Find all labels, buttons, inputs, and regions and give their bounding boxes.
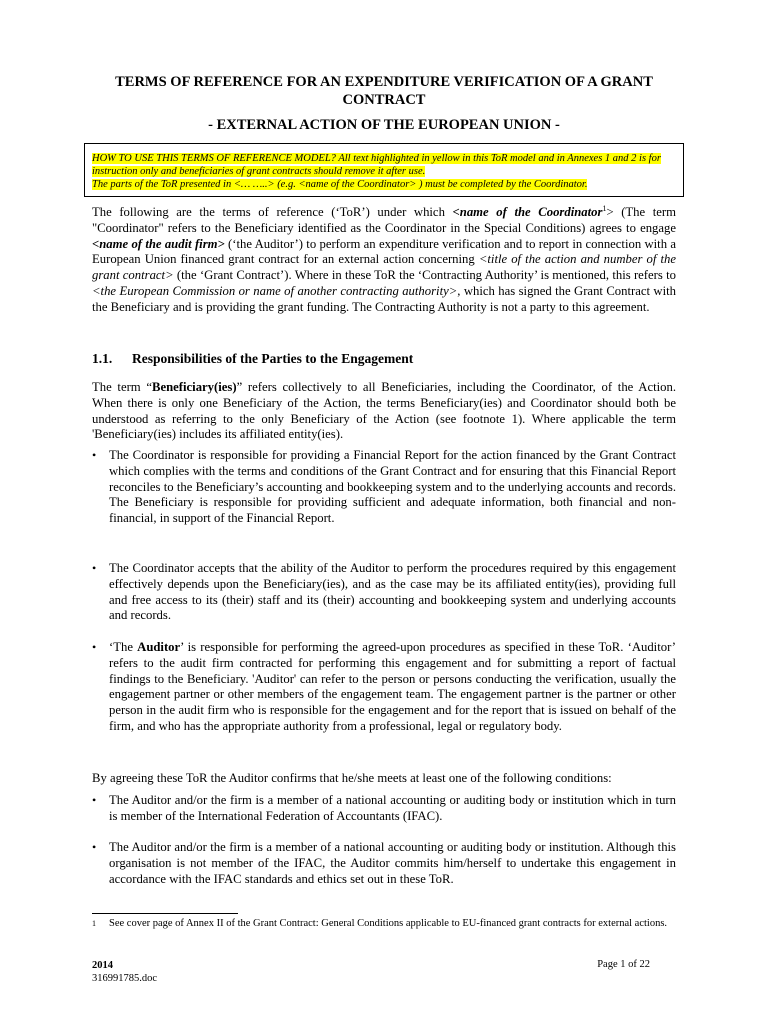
footer-filename: 316991785.doc [92,973,158,984]
conditions-intro: By agreeing these ToR the Auditor confirms that he/she meets at least one of the following conditions: [92,771,612,785]
intro-text: (‘the Auditor’) to perform an expenditure verification and to report in connection with a European Union financed grant contract for an external action concerning [92,236,676,267]
bullet-text: The Coordinator accepts that the ability of the Auditor to perform the procedures required by this engagement effectively depends upon the Beneficiary(ies), and as the case may be its affiliated entity(ies), providing full and free access to its (their) staff and its (their) accounting and bookkeeping system and underlying accounts and records. [109,561,676,623]
placeholder-audit-firm: <name of the audit firm> [92,236,225,251]
intro-text: , which has signed the Grant Contract with the Beneficiary and is providing the grant funding. The Contracting Authority is not a party to this agreement. [92,283,676,314]
document-subtitle: - EXTERNAL ACTION OF THE EUROPEAN UNION - [208,117,560,133]
intro-paragraph [92,205,676,316]
bullet-icon: • [92,561,97,575]
document-title: TERMS OF REFERENCE FOR AN EXPENDITURE VERIFICATION OF A GRANT CONTRACT [115,74,653,108]
footnote-number: 1 [92,919,96,928]
intro-text: The following are the terms of reference (‘ToR’) under which [92,205,453,219]
placeholder-coordinator: <name of the Coordinator [452,205,603,219]
term-text: The term “ [92,380,152,394]
page-number: Page 1 of 22 [597,959,650,970]
term-text: ” refers collectively to all Beneficiaries, including the Coordinator, of the Action. When there is only one Beneficiary of the Action, the terms Beneficiary(ies) and Coordinator should both be understood as referring to the only Beneficiary of the Action (see footnote 1). Where applicable the term 'Beneficiary(ies) includes its affiliated entity(ies). [92,380,676,442]
beneficiary-term-paragraph [92,380,676,443]
bullet-icon: • [92,640,97,654]
footnote-text: See cover page of Annex II of the Grant Contract: General Conditions applicable to EU-financed grant contracts for external actions. [109,918,668,929]
term-beneficiary: Beneficiary(ies) [152,380,237,394]
bullet-list-item [92,561,676,624]
condition-text: The Auditor and/or the firm is a member of a national accounting or auditing body or institution which in turn is member of the International Federation of Accountants (IFAC). [109,793,676,823]
condition-text: The Auditor and/or the firm is a member of a national accounting or auditing body or institution. Although this organisation is not member of the IFAC, the Auditor commits him/herself to undertake this engagement in accordance with the IFAC standards and ethics set out in these ToR. [109,840,676,886]
section-title: Responsibilities of the Parties to the Engagement [132,351,414,366]
bullet-list-item [92,448,676,527]
bullet-text: The Coordinator is responsible for providing a Financial Report for the action financed by the Grant Contract which complies with the terms and conditions of the Grant Contract and for ensuring that this Financial Report reconciles to the Beneficiary’s accounting and bookkeeping system and to the underlying accounts and records. The Beneficiary is responsible for providing sufficient and adequate information, both financial and non-financial, in support of the Financial Report. [109,448,676,526]
footnote [92,917,676,931]
bullet-icon: • [92,448,97,462]
section-heading [92,350,413,368]
bullet-icon: • [92,840,97,854]
footnote-ref[interactable]: 1 [602,203,607,213]
bullet-text: ’ is responsible for performing the agreed-upon procedures as specified in these ToR. ‘Auditor’ refers to the audit firm contracted for performing this engagement and for submitting a report of factual findings to the Beneficiary. 'Auditor' can refer to the person or persons conducting the verification, usually the engagement partner or other members of the engagement team. The engagement partner is the partner or other person in the audit firm who is responsible for the engagement and for the report that is issued on behalf of the firm, and who has the appropriate authority from a professional, legal or regulatory body. [109,640,676,733]
instruction-note-line-2: The parts of the ToR presented in <… …..> (e.g. <name of the Coordinator> ) must be completed by the Coordinator. [92,179,588,190]
term-auditor: Auditor [137,640,181,654]
bullet-list-item [92,640,676,735]
condition-item [92,793,676,825]
footer-left [92,959,157,985]
instruction-note-box [84,143,684,197]
section-number: 1.1. [92,351,113,366]
instruction-note-line-1: HOW TO USE THIS TERMS OF REFERENCE MODEL? All text highlighted in yellow in this ToR model and in Annexes 1 and 2 is for instruction only and beneficiaries of grant contracts should remove it after use. [92,153,661,177]
footer-year: 2014 [92,960,113,971]
intro-text: (the ‘Grant Contract’). Where in these ToR the ‘Contracting Authority’ is mentioned, this refers to [173,268,676,283]
bullet-icon: • [92,793,97,807]
footnote-separator [92,913,238,914]
intro-text: > (The term "Coordinator" refers to the Beneficiary identified as the Coordinator in the Special Conditions) agrees to engage [92,205,677,235]
bullet-text: ‘The [109,640,138,654]
condition-item [92,840,676,887]
placeholder-contracting-authority: <the European Commission or name of another contracting authority> [92,283,458,298]
placeholder-action-title: <title of the action and number of the grant contract> [92,252,676,283]
